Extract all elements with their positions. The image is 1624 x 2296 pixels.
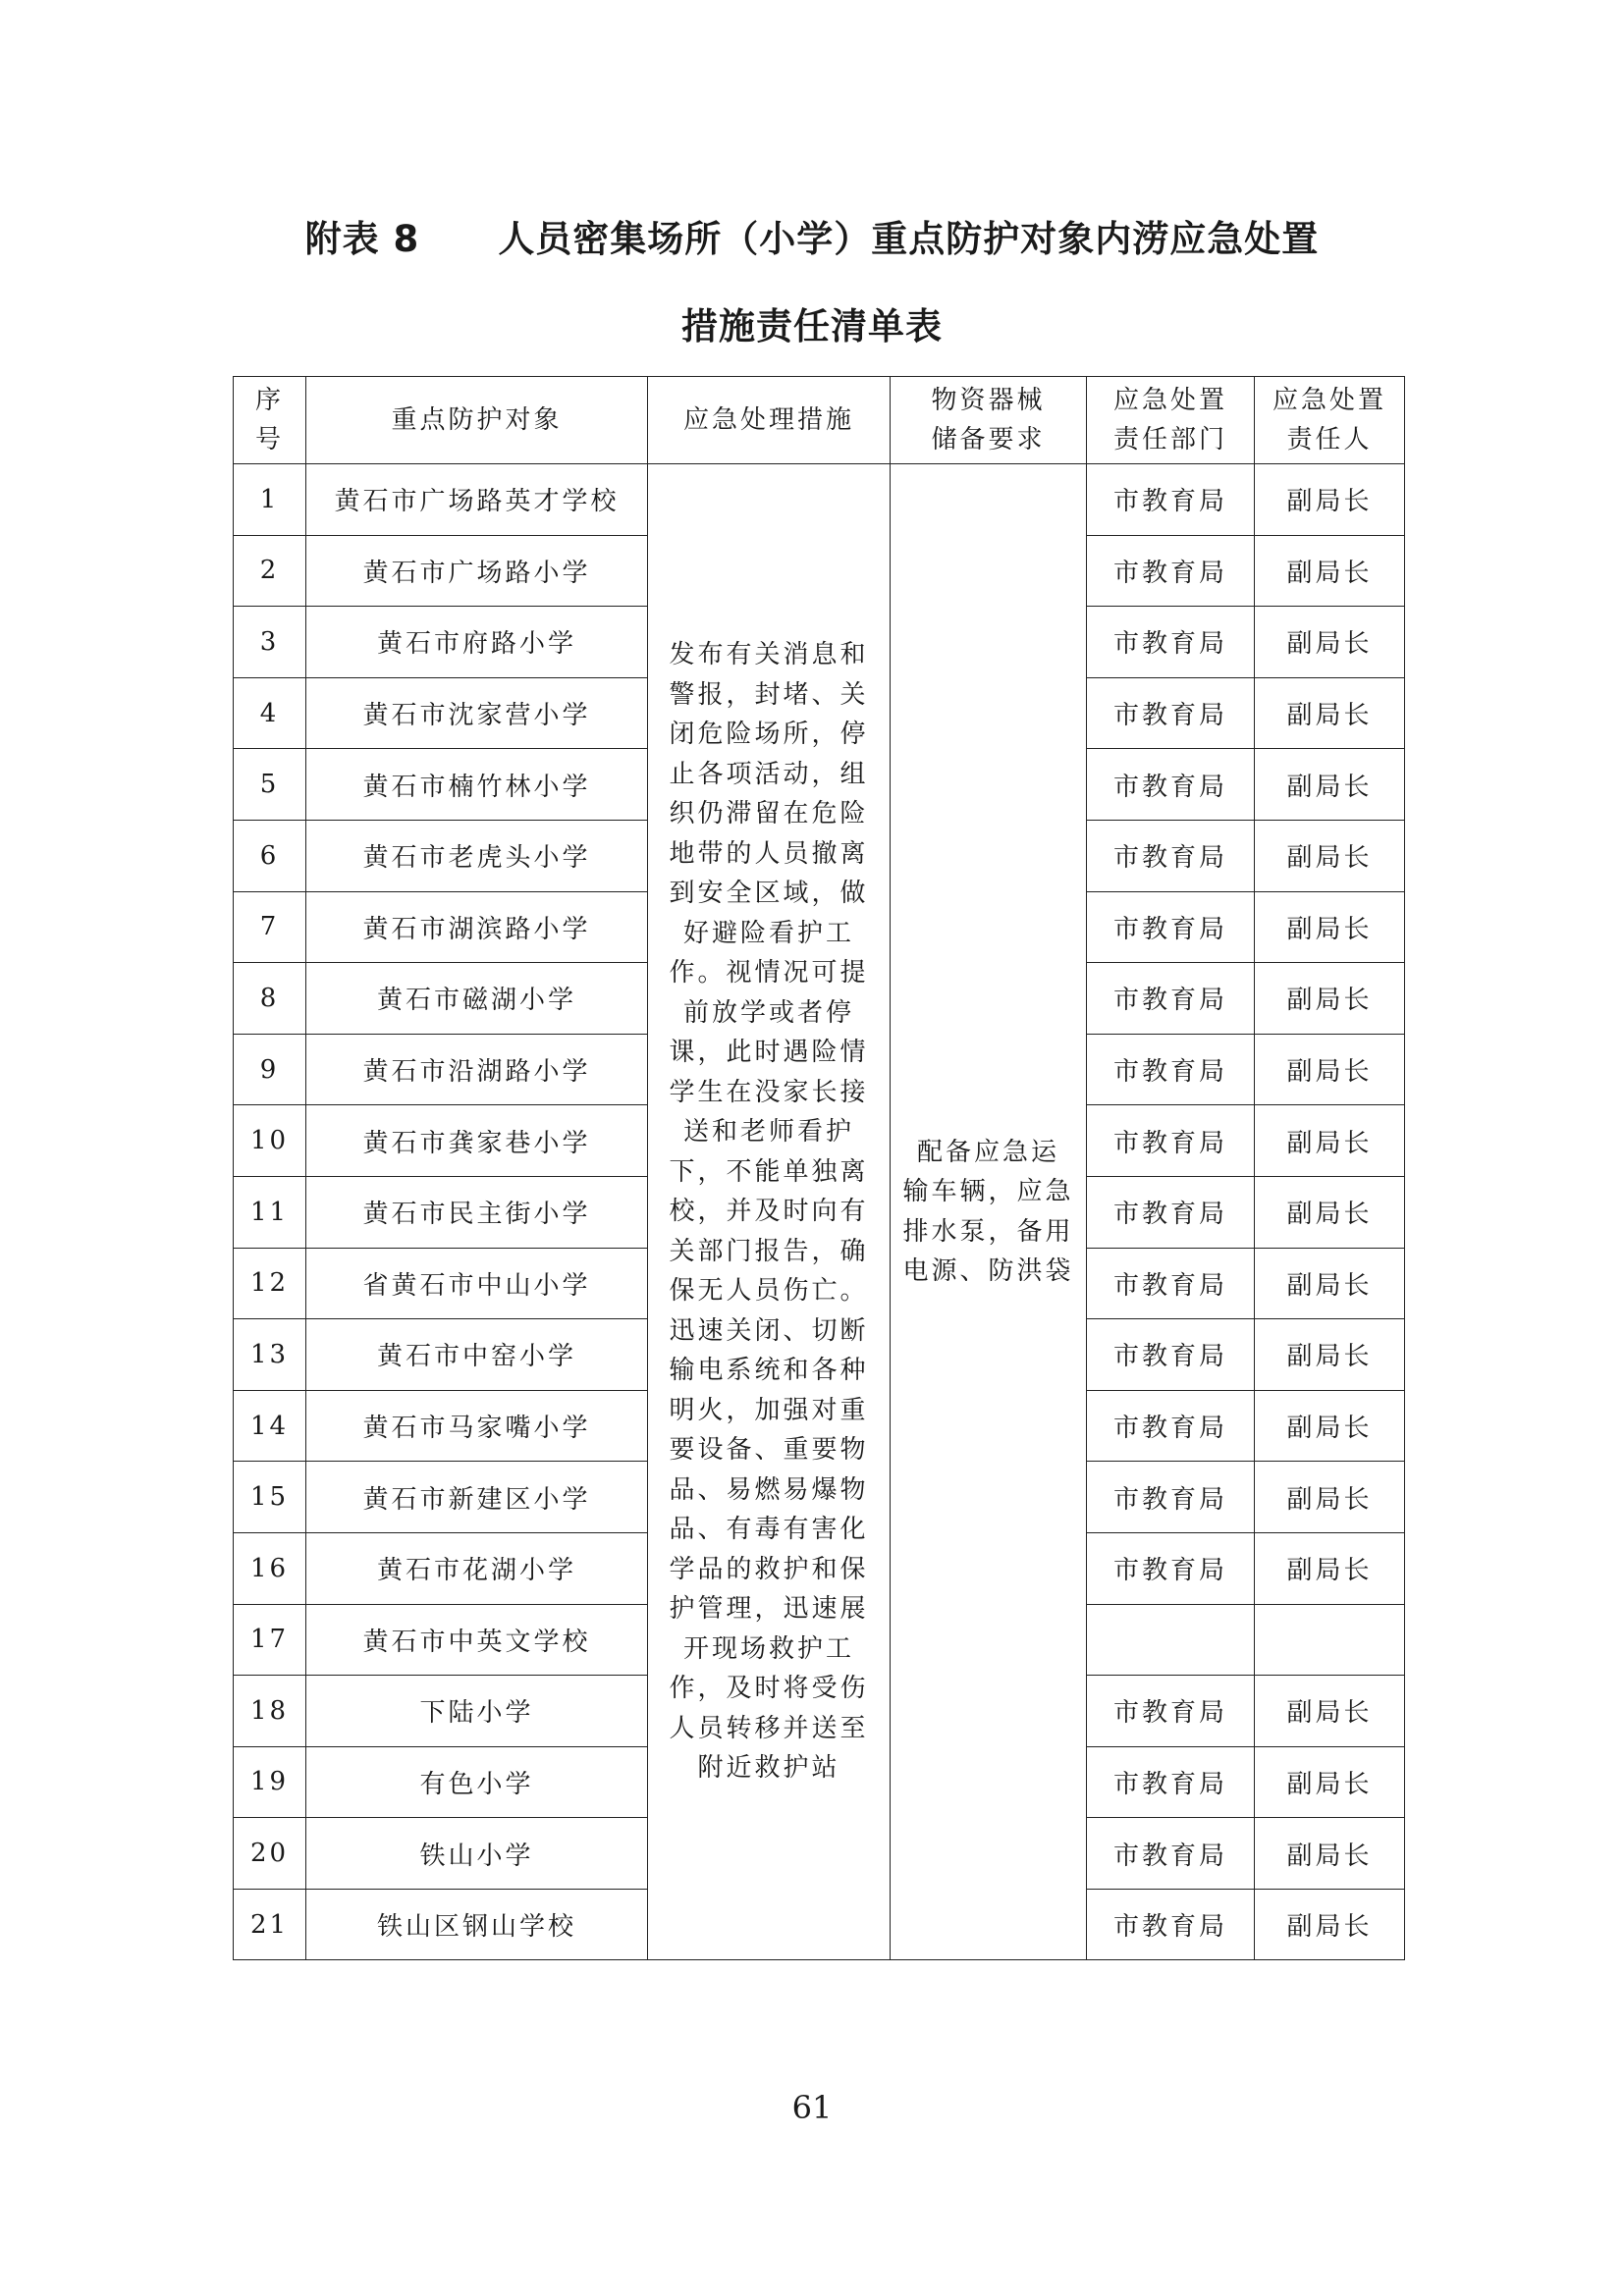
row-target-name: 黄石市府路小学 xyxy=(306,607,648,678)
row-number: 21 xyxy=(234,1889,306,1960)
material-line: 输车辆，应急 xyxy=(902,1177,1074,1207)
row-target-name: 黄石市龚家巷小学 xyxy=(306,1105,648,1177)
row-number: 20 xyxy=(234,1818,306,1890)
measure-line: 到安全区域，做 xyxy=(669,879,869,909)
row-dept: 市教育局 xyxy=(1087,1176,1255,1248)
row-dept: 市教育局 xyxy=(1087,1532,1255,1604)
measure-line: 学品的救护和保 xyxy=(669,1554,869,1584)
row-dept: 市教育局 xyxy=(1087,464,1255,536)
row-dept: 市教育局 xyxy=(1087,749,1255,821)
measure-line: 护管理，迅速展 xyxy=(669,1594,869,1625)
row-dept: 市教育局 xyxy=(1087,963,1255,1035)
page-title xyxy=(0,210,1624,269)
table-row xyxy=(234,464,1405,536)
row-number: 2 xyxy=(234,535,306,607)
row-dept: 市教育局 xyxy=(1087,1034,1255,1105)
measure-line: 关部门报告，确 xyxy=(669,1236,869,1266)
measure-cell xyxy=(648,464,891,1960)
row-dept: 市教育局 xyxy=(1087,677,1255,749)
header-material-line1: 物资器械 xyxy=(931,386,1046,415)
header-seq-line2: 号 xyxy=(254,425,284,454)
row-number: 4 xyxy=(234,677,306,749)
row-number: 9 xyxy=(234,1034,306,1105)
title-main: 人员密集场所（小学）重点防护对象内涝应急处置 xyxy=(498,218,1320,260)
row-dept: 市教育局 xyxy=(1087,891,1255,963)
row-target-name: 黄石市新建区小学 xyxy=(306,1462,648,1533)
measure-line: 输电系统和各种 xyxy=(669,1356,869,1386)
row-dept: 市教育局 xyxy=(1087,1248,1255,1319)
row-person: 副局长 xyxy=(1255,1248,1405,1319)
measure-line: 品、易燃易爆物 xyxy=(669,1474,869,1505)
row-person: 副局长 xyxy=(1255,1390,1405,1462)
measure-line: 送和老师看护 xyxy=(682,1117,854,1148)
row-target-name: 黄石市中窑小学 xyxy=(306,1319,648,1391)
header-person-line2: 责任人 xyxy=(1286,425,1373,454)
row-person: 副局长 xyxy=(1255,1462,1405,1533)
row-number: 15 xyxy=(234,1462,306,1533)
measure-line: 明火，加强对重 xyxy=(669,1395,869,1425)
header-seq xyxy=(234,377,306,464)
row-dept: 市教育局 xyxy=(1087,820,1255,891)
row-number: 14 xyxy=(234,1390,306,1462)
material-line: 配备应急运 xyxy=(916,1137,1059,1167)
row-dept: 市教育局 xyxy=(1087,535,1255,607)
row-number: 6 xyxy=(234,820,306,891)
row-target-name: 黄石市沈家营小学 xyxy=(306,677,648,749)
row-person: 副局长 xyxy=(1255,535,1405,607)
measure-line: 发布有关消息和 xyxy=(669,640,869,670)
row-number: 19 xyxy=(234,1746,306,1818)
measure-line: 作。视情况可提 xyxy=(669,958,869,988)
measure-line: 迅速关闭、切断 xyxy=(669,1315,869,1346)
measure-line: 地带的人员撤离 xyxy=(669,838,869,869)
row-person: 副局长 xyxy=(1255,1319,1405,1391)
measure-line: 附近救护站 xyxy=(697,1753,840,1784)
row-target-name: 黄石市湖滨路小学 xyxy=(306,891,648,963)
responsibility-table xyxy=(233,376,1405,1960)
measure-line: 止各项活动，组 xyxy=(669,759,869,789)
row-target-name: 省黄石市中山小学 xyxy=(306,1248,648,1319)
row-number: 10 xyxy=(234,1105,306,1177)
measure-line: 织仍滞留在危险 xyxy=(669,799,869,829)
row-target-name: 铁山区钢山学校 xyxy=(306,1889,648,1960)
row-dept: 市教育局 xyxy=(1087,1746,1255,1818)
row-number: 11 xyxy=(234,1176,306,1248)
page-subtitle: 措施责任清单表 xyxy=(681,305,943,347)
table-header-row xyxy=(234,377,1405,464)
row-dept: 市教育局 xyxy=(1087,1462,1255,1533)
row-person: 副局长 xyxy=(1255,1818,1405,1890)
row-number: 1 xyxy=(234,464,306,536)
header-person-line1: 应急处置 xyxy=(1272,386,1386,415)
material-line: 排水泵，备用 xyxy=(902,1216,1074,1247)
measure-line: 好避险看护工 xyxy=(682,918,854,948)
measure-line: 保无人员伤亡。 xyxy=(669,1276,869,1307)
measure-line: 学生在没家长接 xyxy=(669,1077,869,1107)
header-dept-line2: 责任部门 xyxy=(1112,425,1227,454)
row-dept: 市教育局 xyxy=(1087,1889,1255,1960)
measure-line: 作，及时将受伤 xyxy=(669,1674,869,1704)
row-number: 12 xyxy=(234,1248,306,1319)
row-number: 5 xyxy=(234,749,306,821)
row-person: 副局长 xyxy=(1255,464,1405,536)
row-dept: 市教育局 xyxy=(1087,1390,1255,1462)
header-measure: 应急处理措施 xyxy=(648,377,891,464)
material-line: 电源、防洪袋 xyxy=(902,1256,1074,1287)
row-target-name: 黄石市老虎头小学 xyxy=(306,820,648,891)
row-person: 副局长 xyxy=(1255,607,1405,678)
row-person: 副局长 xyxy=(1255,963,1405,1035)
row-person xyxy=(1255,1604,1405,1676)
header-seq-line1: 序 xyxy=(254,386,284,415)
row-number: 3 xyxy=(234,607,306,678)
table-body xyxy=(234,464,1405,1960)
page-number: 61 xyxy=(791,2089,833,2126)
title-prefix: 附表 8 xyxy=(304,218,420,260)
row-person: 副局长 xyxy=(1255,1176,1405,1248)
row-person: 副局长 xyxy=(1255,1532,1405,1604)
row-dept: 市教育局 xyxy=(1087,1105,1255,1177)
header-person xyxy=(1255,377,1405,464)
row-target-name: 黄石市磁湖小学 xyxy=(306,963,648,1035)
row-person: 副局长 xyxy=(1255,1105,1405,1177)
row-person: 副局长 xyxy=(1255,1034,1405,1105)
material-cell xyxy=(891,464,1087,1960)
row-person: 副局长 xyxy=(1255,820,1405,891)
measure-line: 课，此时遇险情 xyxy=(669,1038,869,1068)
row-target-name: 黄石市沿湖路小学 xyxy=(306,1034,648,1105)
row-dept: 市教育局 xyxy=(1087,607,1255,678)
row-target-name: 黄石市楠竹林小学 xyxy=(306,749,648,821)
row-target-name: 黄石市马家嘴小学 xyxy=(306,1390,648,1462)
row-target-name: 黄石市花湖小学 xyxy=(306,1532,648,1604)
measure-line: 人员转移并送至 xyxy=(669,1713,869,1743)
row-number: 17 xyxy=(234,1604,306,1676)
measure-line: 下，不能单独离 xyxy=(669,1156,869,1187)
row-target-name: 有色小学 xyxy=(306,1746,648,1818)
header-target: 重点防护对象 xyxy=(306,377,648,464)
row-number: 8 xyxy=(234,963,306,1035)
row-target-name: 黄石市民主街小学 xyxy=(306,1176,648,1248)
measure-line: 警报，封堵、关 xyxy=(669,679,869,710)
row-person: 副局长 xyxy=(1255,891,1405,963)
row-number: 7 xyxy=(234,891,306,963)
measure-line: 闭危险场所，停 xyxy=(669,720,869,750)
header-material xyxy=(891,377,1087,464)
header-dept xyxy=(1087,377,1255,464)
measure-line: 前放学或者停 xyxy=(682,997,854,1028)
row-person: 副局长 xyxy=(1255,1889,1405,1960)
header-material-line2: 储备要求 xyxy=(931,425,1046,454)
measure-line: 要设备、重要物 xyxy=(669,1435,869,1466)
measure-line: 开现场救护工 xyxy=(682,1633,854,1664)
row-dept: 市教育局 xyxy=(1087,1676,1255,1747)
row-dept: 市教育局 xyxy=(1087,1818,1255,1890)
row-target-name: 黄石市中英文学校 xyxy=(306,1604,648,1676)
measure-line: 品、有毒有害化 xyxy=(669,1515,869,1545)
row-dept xyxy=(1087,1604,1255,1676)
row-target-name: 黄石市广场路小学 xyxy=(306,535,648,607)
row-target-name: 黄石市广场路英才学校 xyxy=(306,464,648,536)
row-dept: 市教育局 xyxy=(1087,1319,1255,1391)
row-person: 副局长 xyxy=(1255,677,1405,749)
row-target-name: 下陆小学 xyxy=(306,1676,648,1747)
row-person: 副局长 xyxy=(1255,1676,1405,1747)
row-number: 16 xyxy=(234,1532,306,1604)
row-number: 18 xyxy=(234,1676,306,1747)
measure-line: 校，并及时向有 xyxy=(669,1197,869,1227)
row-person: 副局长 xyxy=(1255,1746,1405,1818)
header-dept-line1: 应急处置 xyxy=(1112,386,1227,415)
row-person: 副局长 xyxy=(1255,749,1405,821)
row-target-name: 铁山小学 xyxy=(306,1818,648,1890)
row-number: 13 xyxy=(234,1319,306,1391)
